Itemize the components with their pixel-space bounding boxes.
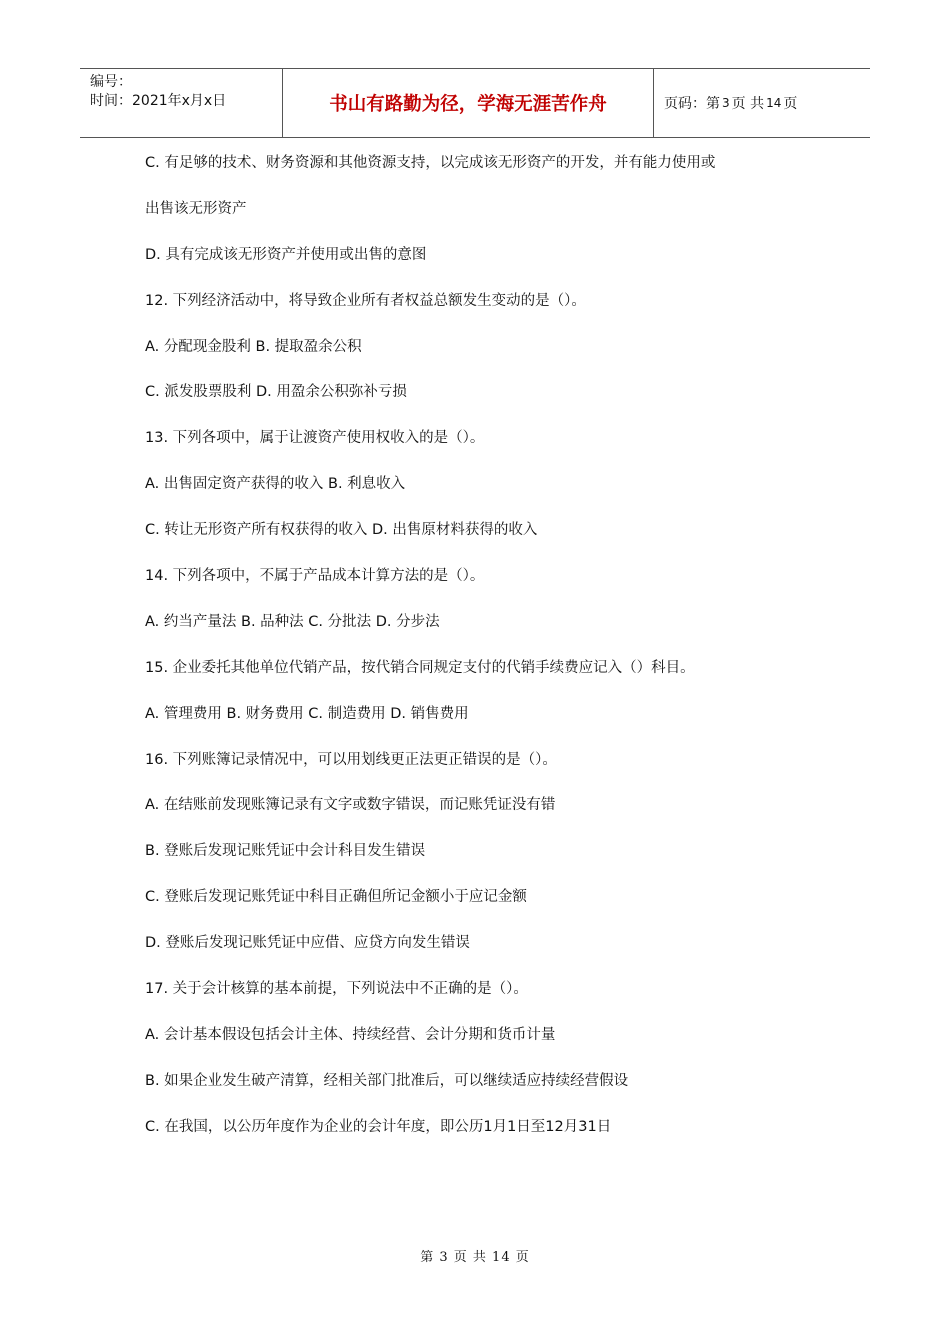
- header-page-info: [654, 69, 870, 137]
- text-line: C. 有足够的技术、财务资源和其他资源支持，以完成该无形资产的开发，并有能力使用或: [145, 155, 716, 171]
- option-line: A. 会计基本假设包括会计主体、持续经营、会计分期和货币计量: [145, 1026, 556, 1043]
- page-total: 14: [766, 96, 782, 110]
- text-line: 出售该无形资产: [145, 200, 247, 217]
- option-line: C. 转让无形资产所有权获得的收入 D. 出售原材料获得的收入: [145, 522, 538, 539]
- page-suffix: 页: [783, 96, 798, 112]
- question-line: 13. 下列各项中，属于让渡资产使用权收入的是（）。: [145, 430, 485, 447]
- option-line: C. 登账后发现记账凭证中科目正确但所记金额小于应记金额: [145, 889, 527, 906]
- question-line: 15. 企业委托其他单位代销产品，按代销合同规定支付的代销手续费应记入（）科目。: [145, 659, 695, 676]
- option-line: A. 管理费用 B. 财务费用 C. 制造费用 D. 销售费用: [145, 705, 469, 722]
- question-line: 17. 关于会计核算的基本前提，下列说法中不正确的是（）。: [145, 981, 528, 998]
- page-current: 3: [722, 96, 730, 110]
- option-line: D. 登账后发现记账凭证中应借、应贷方向发生错误: [145, 935, 470, 952]
- page-prefix: 页码：第: [664, 96, 720, 112]
- header-motto: 书山有路勤为径，学海无涯苦作舟: [282, 69, 654, 137]
- question-line: 12. 下列经济活动中，将导致企业所有者权益总额发生变动的是（）。: [145, 292, 586, 309]
- option-line: C. 在我国，以公历年度作为企业的会计年度，即公历1月1日至12月31日: [145, 1118, 612, 1135]
- option-line: A. 在结账前发现账簿记录有文字或数字错误，而记账凭证没有错: [145, 797, 556, 814]
- question-line: 16. 下列账簿记录情况中，可以用划线更正法更正错误的是（）。: [145, 751, 557, 768]
- option-line: C. 派发股票股利 D. 用盈余公积弥补亏损: [145, 384, 407, 401]
- question-body: [145, 152, 845, 1162]
- header-info-cell: [80, 69, 282, 137]
- page-header: [80, 68, 870, 138]
- text-line: D. 具有完成该无形资产并使用或出售的意图: [145, 246, 427, 263]
- document-date: 时间：2021年x月x日: [90, 93, 227, 109]
- option-line: B. 如果企业发生破产清算，经相关部门批准后，可以继续适应持续经营假设: [145, 1072, 629, 1089]
- option-line: A. 约当产量法 B. 品种法 C. 分批法 D. 分步法: [145, 613, 440, 630]
- option-line: B. 登账后发现记账凭证中会计科目发生错误: [145, 843, 426, 860]
- option-line: A. 分配现金股利 B. 提取盈余公积: [145, 338, 362, 355]
- question-line: 14. 下列各项中，不属于产品成本计算方法的是（）。: [145, 568, 485, 585]
- document-number-label: 编号：: [90, 74, 132, 90]
- option-line: A. 出售固定资产获得的收入 B. 利息收入: [145, 476, 406, 493]
- page-footer: 第 3 页 共 14 页: [420, 1250, 530, 1265]
- page-mid: 页 共: [731, 96, 765, 112]
